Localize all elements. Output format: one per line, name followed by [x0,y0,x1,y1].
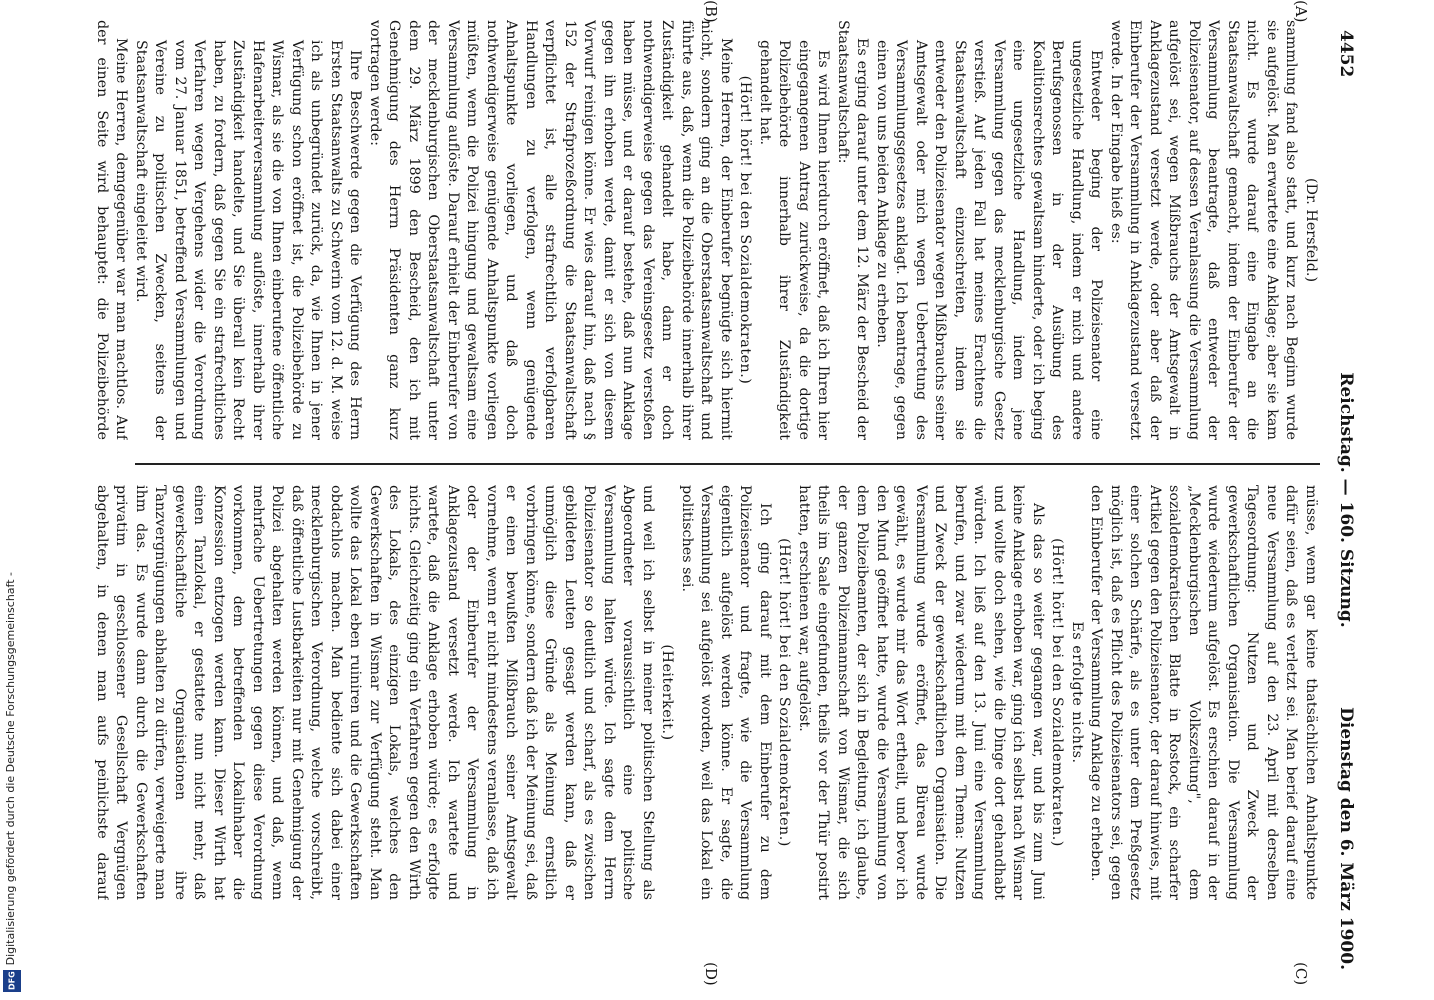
paragraph: Es erfolgte nichts. [1069,621,1085,764]
session-date: Dienstag den 6. März 1900. [1336,707,1356,970]
interjection: (Hört! hört! bei den Sozialdemokraten.) [737,75,754,385]
left-text-column [90,20,1320,440]
paragraph: Meine Herren, demgegenüber war man machtlos. Auf der einen Seite wird behauptet: die Polizeibehörde [94,20,130,440]
paragraph: müsse, wenn gar keine thatsächlichen Anhaltspunkte dafür seien, daß es verletzt sei. Man berief darauf eine neue Versammlung auf den 23. April mit derselben Tagesordnung: Nutzen und Zweck der gewerkschaftlichen Organisation. Die Versammlung wurde wiederum aufgelöst. Es erschien darauf in der „Mecklenburgischen Volkszeitung", dem sozialdemokratischen Blatte in Rostock, ein scharfer Artikel gegen den Polizeisenator, der darauf hinwies, mit einer solchen Schärfe, als es unter dem Preßgesetz möglich ist, daß es Pflicht des Polizeisenators sei, gegen den Einberufer der Versammlung Anklage zu erheben. [1088,485,1319,900]
speaker-name: (Dr. Hersfeld.) [1303,177,1319,283]
footer-credit: Digitalisierung gefördert durch die Deutsche Forschungsgemeinschaft - [4,571,17,965]
quoted-paragraph: Entweder beging der Polizeisenator eine ungesetzliche Handlung, indem er mich und andere Berufsgenossen in der Ausübung des Koalitionsrechtes gewaltsam hinderte, oder ich beging eine ungesetzliche Handlung, indem jene Versammlung gegen das mecklenburgische Gesetz verstieß. Auf jeden Fall hat meines Erachtens die Staatsanwaltschaft einzuschreiten, indem sie entweder den Polizeisenator wegen Mißbrauchs seiner Amtsgewalt oder mich wegen Uebertretung des Versammlungsgesetzes anklagt. Ich beantrage, gegen einen von uns beiden Anklage zu erheben. [874,40,1105,440]
digitization-footer [0,440,24,1000]
paragraph: Es erging darauf unter dem 12. März der Bescheid der Staatsanwaltschaft: [835,20,871,440]
paragraph: Als das so weiter gegangen war, und bis zum Juni keine Anklage erhoben war, ging ich selbst nach Wismar und wollte doch sehen, wie die Dinge dort gehandhabt würden. Ich ließ auf den 13. Juni eine Versammlung berufen, und zwar wiederum mit dem Thema: Nutzen und Zweck der gewerkschaftlichen Organisation. Die Versammlung wurde eröffnet, das Büreau wurde gewählt, es wurde mir das Wort ertheilt, und bevor ich den Mund geöffnet hatte, wurde die Versammlung von dem Polizeibeamten, der sich in Begleitung, ich glaube, der ganzen Polizeimannschaft von Wismar, die sich theils im Saale eingefunden, theils vor der Thür postirt hatten, erschienen war, aufgelöst. [796,485,1046,900]
dfg-logo-icon: DFG [3,970,21,992]
column-divider [135,463,1320,465]
paragraph: Ich ging darauf mit dem Einberufer zu dem Polizeisenator und fragte, wie die Versammlung eigentlich aufgelöst werden könne. Er sagte, die Versammlung sei aufgelöst worden, weil das Lokal ein politisches sei. [679,485,773,900]
interjection: (Hört! hört! bei den Sozialdemokraten.) [776,538,793,847]
paragraph: Meine Herren, der Einberufer begnügte sich hiermit nicht, sondern ging an die Oberstaatsanwaltschaft und führte aus, daß, wenn die Polizeibehörde innerhalb ihrer Zuständigkeit gehandelt habe, dann er doch nothwendigerweise gegen das Vereinsgesetz verstoßen haben müsse, und er darauf bestehe, daß nun Anklage gegen ihn erhoben werde, damit er sich von diesem Vorwurf reinigen könne. Er wies darauf hin, daß nach § 152 der Strafprozeßordnung die Staatsanwaltschaft verpflichtet ist, alle strafrechtlich verfolgbaren Handlungen zu verfolgen, wenn genügende Anhaltspunkte vorliegen, und daß doch nothwendigerweise genügende Anhaltspunkte vorliegen müßten, wenn die Polizei hingung und gewaltsam eine Versammlung auflöste. Darauf erhielt der Einberufer von der mecklenburgischen Oberstaatsanwaltschaft unter dem 29. März 1899 den Bescheid, den ich mit Genehmigung des Herrn Präsidenten ganz kurz vortragen werde: [367,20,734,440]
paragraph: sammlung fand also statt, und kurz nach Beginn wurde sie aufgelöst. Man erwartete eine Anklage; aber sie kam nicht. Es wurde darauf eine Eingabe an die Staatsanwaltschaft gemacht, indem der Einberufer der Versammlung beantragte, daß entweder der Polizeisenator, auf dessen Veranlassung die Versammlung aufgelöst sei, wegen Mißbrauchs der Amtsgewalt in Anklagezustand versetzt werde, oder aber daß der Einberufer der Versammlung in Anklagezustand versetzt werde. In der Eingabe hieß es: [1108,20,1300,440]
page-number: 4452 [1336,30,1356,78]
page-header [1328,30,1360,970]
quoted-paragraph: Es wird Ihnen hierdurch eröffnet, daß ich Ihren hier eingegangenen Antrag zurückweise, da die dortige Polizeibehörde innerhalb ihrer Zuständigkeit gehandelt hat. [757,40,832,440]
margin-marker-a: (A) [1292,0,1310,23]
margin-marker-b: (B) [702,0,720,23]
margin-marker-c: (C) [1292,962,1310,986]
margin-marker-d: (D) [702,962,720,986]
rotated-document-page [70,0,1360,1000]
page-title: Reichstag. — 160. Sitzung. [1336,372,1356,628]
right-text-column [90,485,1320,900]
quoted-paragraph: Ihre Beschwerde gegen die Verfügung des Herrn Ersten Staatsanwalts zu Schwerin vom 12. d. M. weise ich als unbegründet zurück, da, wie Ihnen in jener Verfügung schon eröffnet ist, die Polizeibehörde zu Wismar, als sie die von Ihnen einberufene öffentliche Hafenarbeiterversammlung auflöste, innerhalb ihrer Zuständigkeit handelte, und Sie überall kein Recht haben, zu fordern, daß gegen Sie ein strafrechtliches Verfahren wegen Vergehens wider die Verordnung vom 27. Januar 1851, betreffend Versammlungen und Vereine zu politischen Zwecken, seitens der Staatsanwaltschaft eingeleitet wird. [133,40,364,440]
paragraph: und weil ich selbst in meiner politischen Stellung als Abgeordneter voraussichtlich eine politische Versammlung halten würde. Ich sagte dem Herrn Polizeisenator so deutlich und scharf, als es zwischen gebildeten Leuten gesagt werden kann, daß er unmöglich diese Gründe als Meinung ernstlich vorbringen könne, sondern daß ich der Meinung sei, daß er einen bewußten Mißbrauch seiner Amtsgewalt vornehme, wenn er nicht mindestens veranlasse, daß ich oder der Einberufer der Versammlung in Anklagezustand versetzt werde. Ich wartete und wartete, daß die Anklage erhoben würde; es erfolgte nichts. Gleichzeitig ging ein Verfahren gegen den Wirth des Lokals, des einzigen Lokals, welches den Gewerkschaften in Wismar zur Verfügung steht. Man wollte das Lokal eben ruiniren und die Gewerkschaften obdachlos machen. Man bediente sich dabei einer mecklenburgischen Verordnung, welche vorschreibt, daß öffentliche Lustbarkeiten nur mit Genehmigung der Polizei abgehalten werden können, und daß, wenn mehrfache Uebertretungen gegen diese Verordnung vorkommen, dem betreffenden Lokalinhaber die Konzession entzogen werden kann. Dieser Wirth hat einen Tanzlokal, er gestattete nun nicht mehr, daß gewerkschaftliche Organisationen ihre Tanzvergnügungen abhalten zu dürfen, verweigerte man ihm das. Es wurde dann durch die Gewerkschaften privatim in geschlossener Gesellschaft Vergnügen abgehalten, in denen man aufs peinlichste darauf [94,485,656,900]
interjection: (Hört! hört! bei den Sozialdemokraten.) [1049,538,1066,847]
interjection: (Heiterkeit.) [659,644,676,741]
